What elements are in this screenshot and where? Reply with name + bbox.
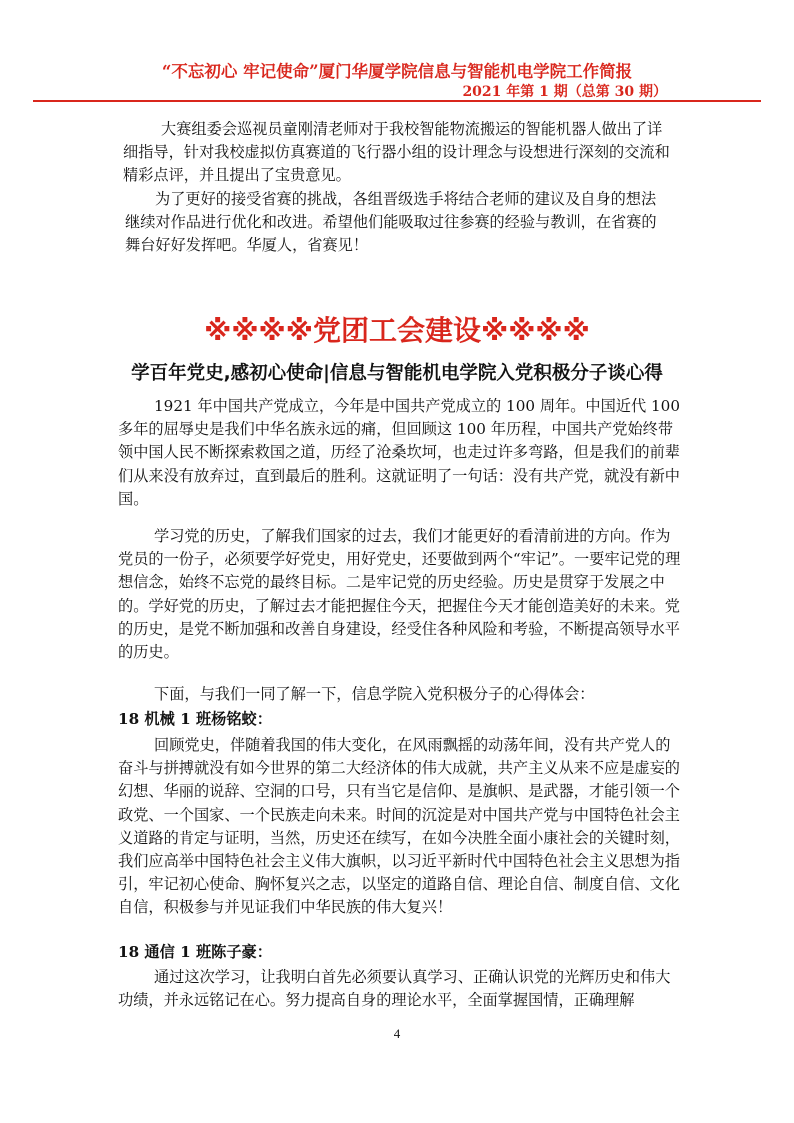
article-paragraph-4: 回顾党史，伴随着我国的伟大变化，在风雨飘摇的动荡年间，没有共产党人的奋斗与拼搏就没有如今世界的第二大经济体的伟大成就，共产主义从来不应是虚妄的幻想、华丽的说辞、空洞的口号，只有当它是信仰、是旗帜、是武器，才能引领一个政党、一个国家、一个民族走向未来。时间的沉淀是对中国共产党与中国特色社会主义道路的肯定与证明，当然，历史还在续写，在如今决胜全面小康社会的关键时刻，我们应高举中国特色社会主义伟大旗帜，以习近平新时代中国特色社会主义思想为指引，牢记初心使命、胸怀复兴之志，以坚定的道路自信、理论自信、制度自信、文化自信，积极参与并见证我们中华民族的伟大复兴！ (118, 736, 680, 917)
page-number: 4 (393, 1026, 401, 1041)
article-paragraph-2: 学习党的历史，了解我们国家的过去，我们才能更好的看清前进的方向。作为党员的一份子，必须要学好党史，用好党史，还要做到两个“牢记”。一要牢记党的理想信念，始终不忘党的最终目标。二是牢记党的历史经验。历史是贯穿于发展之中的。学好党的历史，了解过去才能把握住今天，把握住今天才能创造美好的未来。党的历史，是党不断加强和改善自身建设，经受住各种风险和考验，不断提高领导水平的历史。 (118, 527, 681, 662)
article-paragraph-3: 下面，与我们一同了解一下，信息学院入党积极分子的心得体会： (154, 685, 595, 703)
intro-paragraph-1: 大赛组委会巡视员童刚清老师对于我校智能物流搬运的智能机器人做出了详细指导，针对我校虚拟仿真赛道的飞行器小组的设计理念与设想进行深刻的交流和精彩点评，并且提出了宝贵意见。 (123, 120, 670, 185)
section-heading: ※※※※党团工会建设※※※※ (204, 314, 590, 347)
intro-paragraph-2: 为了更好的接受省赛的挑战，各组晋级选手将结合老师的建议及自身的想法继续对作品进行优化和改进。希望他们能吸取过往参赛的经验与教训，在省赛的舞台好好发挥吧。华厦人，省赛见！ (125, 190, 657, 255)
article-paragraph-5: 通过这次学习，让我明白首先必须要认真学习、正确认识党的光辉历史和伟大功绩，并永远铭记在心。努力提高自身的理论水平，全面掌握国情，正确理解 (118, 968, 671, 1010)
header-divider (33, 100, 761, 102)
article-paragraph-1: 1921 年中国共产党成立，今年是中国共产党成立的 100 周年。中国近代 100 多年的屈辱史是我们中华名族永远的痛，但回顾这 100 年历程，中国共产党始终带领中国人民不断探索救国之道，历经了沧桑坎坷，也走过许多弯路，但是我们的前辈们从来没有放弃过，直到最后的胜利。这就证明了一句话：没有共产党，就没有新中国。 (118, 397, 681, 508)
speaker-name-1: 18 机械 1 班杨铭蛟： (118, 710, 272, 728)
article-title: 学百年党史,感初心使命|信息与智能机电学院入党积极分子谈心得 (131, 363, 663, 384)
issue-number: 2021 年第 1 期（总第 30 期） (462, 84, 667, 100)
newsletter-title: “不忘初心 牢记使命”厦门华厦学院信息与智能机电学院工作简报 (161, 62, 633, 81)
speaker-name-2: 18 通信 1 班陈子豪： (118, 943, 272, 961)
